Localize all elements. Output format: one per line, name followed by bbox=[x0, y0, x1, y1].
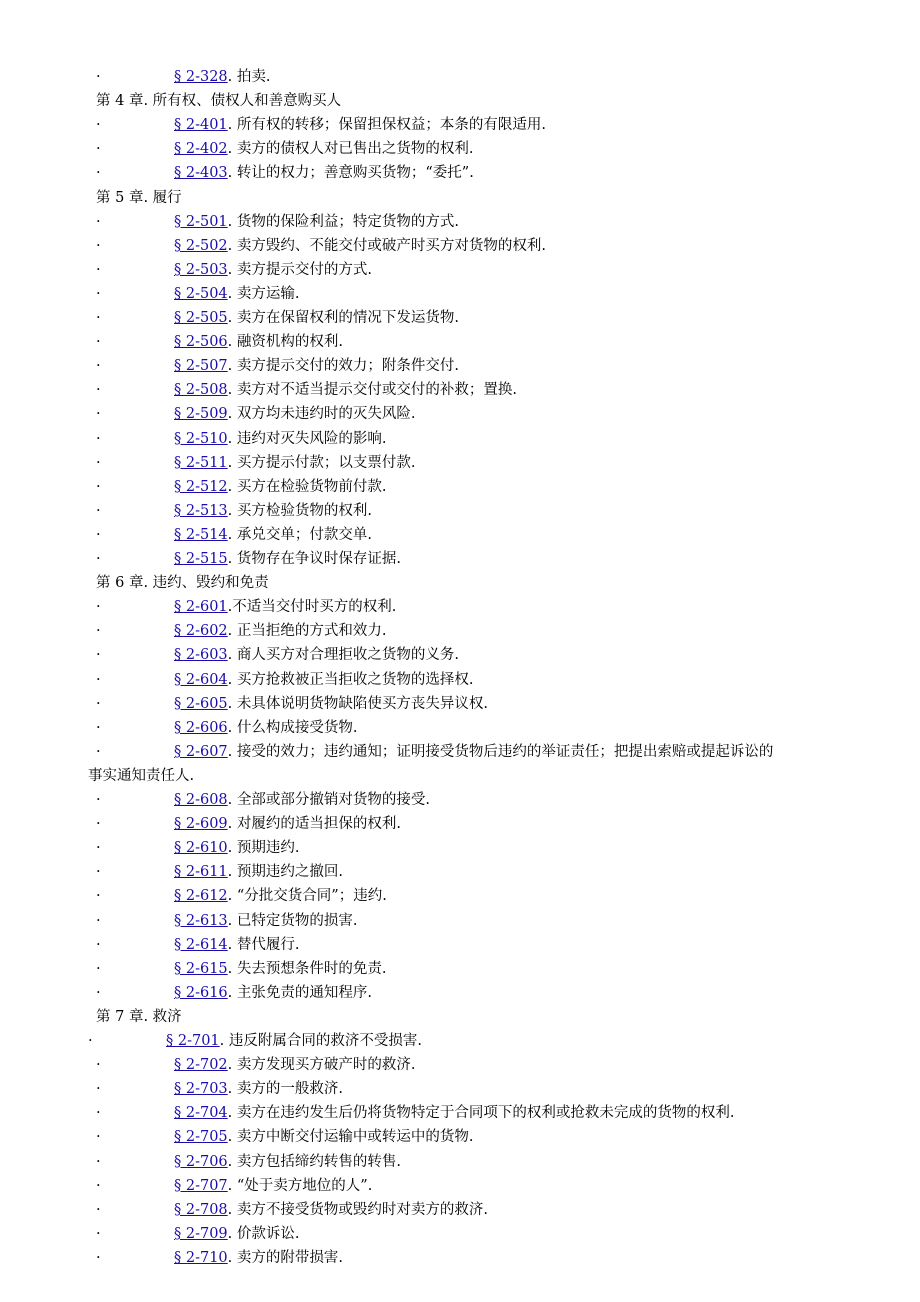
toc-entry bbox=[0, 306, 920, 330]
bullet-dot: · bbox=[96, 695, 101, 712]
bullet-dot: · bbox=[96, 141, 101, 158]
bullet-dot: · bbox=[96, 888, 101, 905]
section-link[interactable]: § 2-602 bbox=[174, 623, 228, 640]
toc-entry bbox=[0, 161, 920, 185]
section-link[interactable]: § 2-401 bbox=[174, 117, 228, 134]
section-link[interactable]: § 2-615 bbox=[174, 960, 228, 977]
bullet-dot: · bbox=[96, 816, 101, 833]
toc-entry bbox=[0, 643, 920, 667]
section-title: . 对履约的适当担保的权利. bbox=[227, 816, 401, 833]
toc-entry bbox=[0, 65, 920, 89]
entry-content bbox=[174, 619, 387, 643]
toc-entry bbox=[0, 740, 920, 764]
section-title: . 转让的权力；善意购买货物；“委托”. bbox=[227, 165, 474, 182]
bullet-dot: · bbox=[96, 647, 101, 664]
entry-content bbox=[174, 1198, 488, 1222]
chapter-heading bbox=[0, 1005, 920, 1029]
toc-entry bbox=[0, 1246, 920, 1270]
entry-content bbox=[174, 282, 300, 306]
entry-content bbox=[166, 1029, 422, 1053]
entry-content bbox=[174, 499, 372, 523]
section-title: . 预期违约之撤回. bbox=[227, 864, 343, 881]
section-title: . 承兑交单；付款交单. bbox=[227, 526, 372, 543]
section-title: . 卖方提示交付的效力；附条件交付. bbox=[227, 358, 459, 375]
entry-content bbox=[174, 306, 459, 330]
section-link[interactable]: § 2-604 bbox=[174, 671, 228, 688]
toc-entry bbox=[0, 1222, 920, 1246]
section-title: . 卖方中断交付运输中或转运中的货物. bbox=[227, 1129, 474, 1146]
section-link[interactable]: § 2-513 bbox=[174, 502, 228, 519]
bullet-dot: · bbox=[96, 1249, 101, 1266]
entry-content bbox=[174, 1174, 372, 1198]
bullet-dot: · bbox=[96, 719, 101, 736]
entry-content bbox=[174, 402, 416, 426]
section-title: . 卖方的一般救济. bbox=[227, 1081, 343, 1098]
section-link[interactable]: § 2-708 bbox=[174, 1201, 228, 1218]
bullet-dot: · bbox=[96, 261, 101, 278]
toc-entry bbox=[0, 475, 920, 499]
section-link[interactable]: § 2-609 bbox=[174, 816, 228, 833]
toc-entry bbox=[0, 113, 920, 137]
bullet-dot: · bbox=[96, 213, 101, 230]
section-title: . 拍卖. bbox=[227, 69, 271, 85]
bullet-dot: · bbox=[96, 984, 101, 1001]
bullet-dot: · bbox=[96, 310, 101, 326]
section-title: . 正当拒绝的方式和效力. bbox=[227, 623, 387, 640]
section-title: . 买方抢救被正当拒收之货物的选择权. bbox=[227, 671, 474, 688]
toc-entry bbox=[0, 499, 920, 523]
toc-entry bbox=[0, 836, 920, 860]
toc-entry bbox=[0, 1053, 920, 1077]
entry-content bbox=[174, 113, 546, 137]
section-title: . “分批交货合同”；违约. bbox=[227, 888, 387, 905]
entry-content bbox=[174, 451, 416, 475]
section-link[interactable]: § 2-506 bbox=[174, 334, 228, 351]
section-link[interactable]: § 2-702 bbox=[174, 1057, 228, 1074]
section-title: . 已特定货物的损害. bbox=[227, 912, 358, 929]
bullet-dot: · bbox=[96, 237, 101, 254]
bullet-dot: · bbox=[96, 1129, 101, 1146]
bullet-dot: · bbox=[96, 960, 101, 977]
entry-content bbox=[174, 1077, 343, 1101]
entry-content bbox=[174, 933, 300, 957]
entry-content bbox=[174, 523, 372, 547]
toc-entry bbox=[0, 1150, 920, 1174]
section-title: . 卖方在保留权利的情况下发运货物. bbox=[227, 310, 459, 326]
bullet-dot: · bbox=[96, 526, 101, 543]
bullet-dot: · bbox=[96, 912, 101, 929]
bullet-dot: · bbox=[96, 671, 101, 688]
bullet-dot: · bbox=[96, 165, 101, 182]
entry-content bbox=[174, 1125, 474, 1149]
section-title: . 违反附属合同的救济不受损害. bbox=[219, 1033, 422, 1049]
section-title: . 卖方的附带损害. bbox=[227, 1249, 343, 1266]
entry-content bbox=[174, 957, 387, 981]
bullet-dot: · bbox=[96, 936, 101, 953]
section-title: . 卖方运输. bbox=[227, 285, 300, 302]
entry-content bbox=[174, 668, 474, 692]
toc-entry bbox=[0, 692, 920, 716]
toc-entry bbox=[0, 451, 920, 475]
toc-entry bbox=[0, 933, 920, 957]
section-link[interactable]: § 2-613 bbox=[174, 912, 228, 929]
chapter-heading bbox=[0, 89, 920, 113]
entry-content bbox=[174, 475, 387, 499]
section-link[interactable]: § 2-614 bbox=[174, 936, 228, 953]
section-link[interactable]: § 2-504 bbox=[174, 285, 228, 302]
entry-content bbox=[174, 1053, 416, 1077]
toc-entry bbox=[0, 957, 920, 981]
bullet-dot: · bbox=[96, 358, 101, 375]
entry-content bbox=[174, 354, 459, 378]
entry-content bbox=[174, 1246, 343, 1270]
section-link[interactable]: § 2-704 bbox=[174, 1105, 228, 1122]
section-title: . 卖方不接受货物或毁约时对卖方的救济. bbox=[227, 1201, 488, 1218]
bullet-dot: · bbox=[96, 454, 101, 471]
toc-entry bbox=[0, 330, 920, 354]
section-link[interactable]: § 2-403 bbox=[174, 165, 228, 182]
section-link[interactable]: § 2-703 bbox=[174, 1081, 228, 1098]
bullet-dot: · bbox=[96, 1057, 101, 1074]
toc-entry bbox=[0, 788, 920, 812]
bullet-dot: · bbox=[96, 430, 101, 447]
section-title: . 买方提示付款；以支票付款. bbox=[227, 454, 416, 471]
section-title: . 接受的效力；违约通知；证明接受货物后违约的举证责任；把提出索赔或提起诉讼的 bbox=[227, 743, 774, 760]
toc-entry bbox=[0, 1101, 920, 1125]
chapter-heading bbox=[0, 571, 920, 595]
toc-entry bbox=[0, 523, 920, 547]
section-link[interactable]: § 2-511 bbox=[174, 454, 228, 471]
bullet-dot: · bbox=[96, 551, 101, 567]
toc-entry bbox=[0, 716, 920, 740]
bullet-dot: · bbox=[96, 1153, 101, 1170]
toc-entry bbox=[0, 1125, 920, 1149]
section-link[interactable]: § 2-706 bbox=[174, 1153, 228, 1170]
section-link[interactable]: § 2-512 bbox=[174, 478, 228, 495]
bullet-dot: · bbox=[96, 599, 101, 616]
section-link[interactable]: § 2-603 bbox=[174, 647, 228, 664]
section-title: . 全部或部分撤销对货物的接受. bbox=[227, 792, 430, 808]
section-link[interactable]: § 2-606 bbox=[174, 719, 228, 736]
entry-content bbox=[174, 981, 372, 1005]
section-title: . 什么构成接受货物. bbox=[227, 719, 358, 736]
entry-content bbox=[174, 1150, 401, 1174]
bullet-dot: · bbox=[96, 285, 101, 302]
entry-content bbox=[174, 595, 396, 619]
entry-content bbox=[174, 234, 546, 258]
toc-entry bbox=[0, 354, 920, 378]
section-link[interactable]: § 2-707 bbox=[174, 1177, 228, 1194]
entry-content bbox=[174, 909, 358, 933]
bullet-dot: · bbox=[96, 743, 101, 760]
entry-content bbox=[174, 378, 517, 402]
entry-content bbox=[174, 1101, 735, 1125]
section-link[interactable]: § 2-701 bbox=[166, 1033, 220, 1049]
section-link[interactable]: § 2-611 bbox=[174, 864, 228, 881]
bullet-dot: · bbox=[88, 1033, 93, 1049]
section-link[interactable]: § 2-616 bbox=[174, 984, 228, 1001]
chapter-title: 第 5 章. 履行 bbox=[96, 189, 182, 206]
section-title: . 卖方毁约、不能交付或破产时买方对货物的权利. bbox=[227, 237, 546, 254]
bullet-dot: · bbox=[96, 840, 101, 857]
bullet-dot: · bbox=[96, 623, 101, 640]
toc-entry bbox=[0, 595, 920, 619]
section-link[interactable]: § 2-612 bbox=[174, 888, 228, 905]
section-link[interactable]: § 2-505 bbox=[174, 310, 228, 326]
section-link[interactable]: § 2-710 bbox=[174, 1249, 228, 1266]
entry-content bbox=[174, 812, 401, 836]
section-link[interactable]: § 2-402 bbox=[174, 141, 228, 158]
toc-entry bbox=[0, 981, 920, 1005]
entry-content bbox=[174, 643, 459, 667]
section-link[interactable]: § 2-508 bbox=[174, 382, 228, 399]
toc-entry bbox=[0, 1198, 920, 1222]
bullet-dot: · bbox=[96, 382, 101, 399]
bullet-dot: · bbox=[96, 1201, 101, 1218]
entry-content bbox=[174, 884, 387, 908]
section-link[interactable]: § 2-328 bbox=[174, 69, 228, 85]
section-title: . 商人买方对合理拒收之货物的义务. bbox=[227, 647, 459, 664]
section-title: . 价款诉讼. bbox=[227, 1225, 300, 1242]
section-link[interactable]: § 2-607 bbox=[174, 743, 228, 760]
section-title: . 违约对灭失风险的影响. bbox=[227, 430, 387, 447]
section-link[interactable]: § 2-507 bbox=[174, 358, 228, 375]
toc-entry bbox=[0, 1029, 920, 1053]
entry-content bbox=[174, 427, 387, 451]
section-title: . 卖方的债权人对已售出之货物的权利. bbox=[227, 141, 474, 158]
section-title: . 替代履行. bbox=[227, 936, 300, 953]
section-title: . 买方检验货物的权利. bbox=[227, 502, 372, 519]
section-link[interactable]: § 2-502 bbox=[174, 237, 228, 254]
bullet-dot: · bbox=[96, 69, 101, 85]
section-link[interactable]: § 2-709 bbox=[174, 1225, 228, 1242]
bullet-dot: · bbox=[96, 478, 101, 495]
toc-entry bbox=[0, 668, 920, 692]
toc-entry bbox=[0, 137, 920, 161]
entry-content bbox=[174, 137, 474, 161]
toc-entry bbox=[0, 884, 920, 908]
toc-entry bbox=[0, 402, 920, 426]
section-title: . 卖方包括缔约转售的转售. bbox=[227, 1153, 401, 1170]
bullet-dot: · bbox=[96, 864, 101, 881]
chapter-heading bbox=[0, 186, 920, 210]
entry-content bbox=[174, 740, 773, 764]
section-title: .不适当交付时买方的权利. bbox=[227, 599, 397, 616]
section-title: . 预期违约. bbox=[227, 840, 300, 857]
entry-continuation bbox=[0, 764, 920, 788]
bullet-dot: · bbox=[96, 1177, 101, 1194]
entry-content bbox=[174, 547, 401, 571]
bullet-dot: · bbox=[96, 406, 101, 423]
toc-entry bbox=[0, 1077, 920, 1101]
section-link[interactable]: § 2-605 bbox=[174, 695, 228, 712]
continuation-text: 事实通知责任人. bbox=[88, 767, 195, 784]
toc-entry bbox=[0, 812, 920, 836]
section-title: . 卖方发现买方破产时的救济. bbox=[227, 1057, 416, 1074]
entry-content bbox=[174, 1222, 300, 1246]
entry-content bbox=[174, 330, 343, 354]
toc-entry bbox=[0, 619, 920, 643]
section-title: . 买方在检验货物前付款. bbox=[227, 478, 387, 495]
section-title: . 主张免责的通知程序. bbox=[227, 984, 372, 1001]
toc-entry bbox=[0, 258, 920, 282]
section-link[interactable]: § 2-515 bbox=[174, 551, 228, 567]
section-link[interactable]: § 2-608 bbox=[174, 792, 228, 808]
entry-content bbox=[174, 860, 343, 884]
section-title: . 未具体说明货物缺陷使买方丧失异议权. bbox=[227, 695, 488, 712]
bullet-dot: · bbox=[96, 1225, 101, 1242]
section-title: . 卖方提示交付的方式. bbox=[227, 261, 372, 278]
toc-entry bbox=[0, 282, 920, 306]
toc-entry bbox=[0, 378, 920, 402]
toc-entry bbox=[0, 234, 920, 258]
section-title: . 货物存在争议时保存证据. bbox=[227, 551, 401, 567]
toc-entry bbox=[0, 909, 920, 933]
entry-content bbox=[174, 716, 358, 740]
section-link[interactable]: § 2-510 bbox=[174, 430, 228, 447]
entry-content bbox=[174, 258, 372, 282]
section-link[interactable]: § 2-514 bbox=[174, 526, 228, 543]
section-link[interactable]: § 2-705 bbox=[174, 1129, 228, 1146]
bullet-dot: · bbox=[96, 1081, 101, 1098]
bullet-dot: · bbox=[96, 334, 101, 351]
section-title: . 双方均未违约时的灭失风险. bbox=[227, 406, 416, 423]
bullet-dot: · bbox=[96, 117, 101, 134]
entry-content bbox=[174, 788, 430, 812]
toc-entry bbox=[0, 860, 920, 884]
toc-entry bbox=[0, 547, 920, 571]
entry-content bbox=[174, 65, 271, 89]
section-title: . 所有权的转移；保留担保权益；本条的有限适用. bbox=[227, 117, 546, 134]
section-title: . 卖方在违约发生后仍将货物特定于合同项下的权利或抢救未完成的货物的权利. bbox=[227, 1105, 735, 1122]
chapter-title: 第 6 章. 违约、毁约和免责 bbox=[96, 575, 269, 592]
section-link[interactable]: § 2-610 bbox=[174, 840, 228, 857]
section-title: . “处于卖方地位的人”. bbox=[227, 1177, 373, 1194]
bullet-dot: · bbox=[96, 1105, 101, 1122]
entry-content bbox=[174, 692, 488, 716]
section-link[interactable]: § 2-509 bbox=[174, 406, 228, 423]
section-title: . 卖方对不适当提示交付或交付的补救；置换. bbox=[227, 382, 517, 399]
chapter-title: 第 4 章. 所有权、债权人和善意购买人 bbox=[96, 93, 342, 110]
toc-entry bbox=[0, 427, 920, 451]
entry-content bbox=[174, 161, 474, 185]
bullet-dot: · bbox=[96, 792, 101, 808]
toc-entry bbox=[0, 1174, 920, 1198]
section-link[interactable]: § 2-601 bbox=[174, 599, 228, 616]
section-link[interactable]: § 2-503 bbox=[174, 261, 228, 278]
section-link[interactable]: § 2-501 bbox=[174, 213, 228, 230]
chapter-title: 第 7 章. 救济 bbox=[96, 1008, 182, 1025]
section-title: . 货物的保险利益；特定货物的方式. bbox=[227, 213, 459, 230]
toc-entry bbox=[0, 210, 920, 234]
section-title: . 融资机构的权利. bbox=[227, 334, 343, 351]
section-title: . 失去预想条件时的免责. bbox=[227, 960, 387, 977]
bullet-dot: · bbox=[96, 502, 101, 519]
entry-content bbox=[174, 836, 300, 860]
entry-content bbox=[174, 210, 459, 234]
